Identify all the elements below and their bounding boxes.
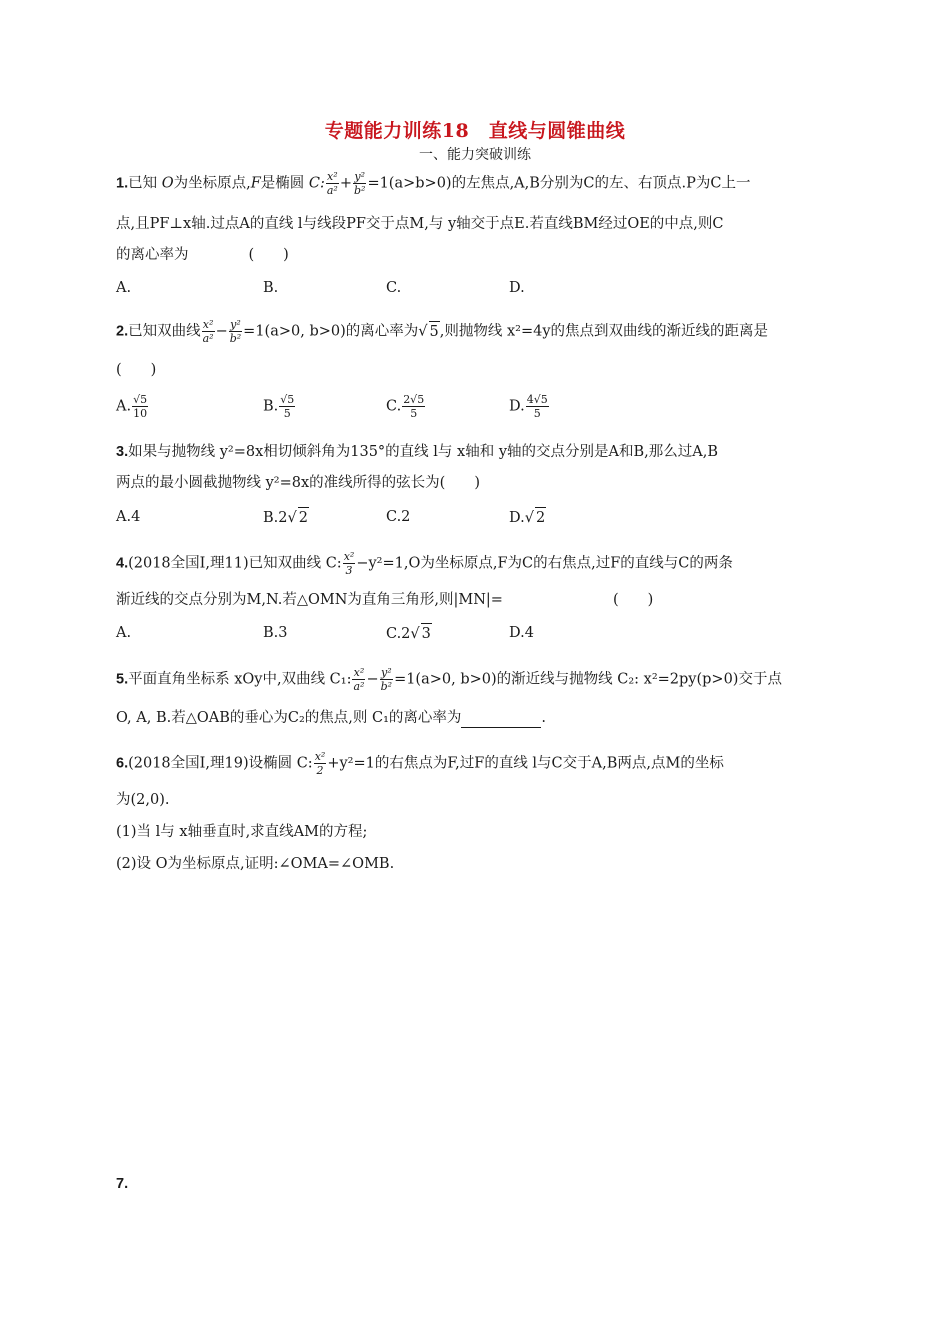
q4-line-2: 渐近线的交点分别为M,N.若△OMN为直角三角形,则|MN|= ( ) [116, 592, 654, 608]
q3-option-b: B.2√ 2 [263, 507, 309, 528]
q2-fraction-x: $\frac{\text{x²}}{\text{a²}}$ [202, 318, 214, 345]
q6-line-2: 为(2,0). [116, 792, 170, 808]
q4-option-b: B.3 [263, 625, 288, 641]
q3-option-d: D.√ 2 [509, 507, 546, 528]
q1-fraction-y: $\frac{\text{y²}}{\text{b²}}$ [353, 170, 366, 197]
q6-line-1: 6.(2018全国Ⅰ,理19)设椭圆 C: $\frac{\text{x²}}{2}$ +y²=1的右焦点为F,过F的直线 l与C交于A,B两点,点M的坐标 [116, 750, 724, 777]
q6-fraction: $\frac{\text{x²}}{2}$ [314, 750, 326, 777]
q1-fraction-x: $\frac{\text{x²}}{\text{a²}}$ [326, 170, 338, 197]
q1-option-c: C. [386, 280, 402, 296]
q5-number: 5. [116, 671, 129, 688]
q3-option-a: A.4 [116, 509, 141, 525]
page-title: 专题能力训练18 直线与圆锥曲线 [324, 120, 626, 142]
q3-number: 3. [116, 444, 129, 460]
q6-subquestion-1: (1)当 l与 x轴垂直时,求直线AM的方程; [116, 824, 368, 840]
q5-answer-blank[interactable] [461, 713, 541, 728]
q1-option-a: A. [116, 280, 132, 296]
q2-option-c: C. $\frac{2√5}{5}$ [386, 393, 425, 420]
q5-line-2: O, A, B.若△OAB的垂心为C₂的焦点,则 C₁的离心率为 . [116, 710, 547, 726]
q5-line-1: 5.平面直角坐标系 xOy中,双曲线 C₁: $\frac{\text{x²}}{\text{a²}}$ − $\frac{\text{y²}}{\text{b²}}$ =1(a>0, b>0)的渐近线与抛物线 C₂: x²=2py(p>0)交于点 [116, 666, 782, 693]
section-subtitle: 一、能力突破训练 [419, 147, 531, 163]
q6-subquestion-2: (2)设 O为坐标原点,证明:∠OMA=∠OMB. [116, 856, 395, 872]
q1-line-1: 1.已知 O为坐标原点,F是椭圆 C: $\frac{\text{x²}}{\text{a²}}$ + $\frac{\text{y²}}{\text{b²}}$ =1(a>b>0)的左焦点,A,B分别为C的左、右顶点.P为C上一 [116, 170, 751, 197]
q4-answer-paren: ( ) [612, 592, 654, 608]
q2-fraction-y: $\frac{\text{y²}}{\text{b²}}$ [229, 318, 242, 345]
q6-number: 6. [116, 755, 129, 772]
q1-line-3: 的离心率为 ( ) [116, 247, 289, 263]
q1-answer-paren: ( ) [248, 247, 289, 263]
q1-number: 1. [116, 175, 129, 192]
q4-number: 4. [116, 555, 129, 572]
q4-fraction: $\frac{\text{x²}}{3}$ [343, 550, 355, 577]
q2-number: 2. [116, 323, 129, 340]
q3-line-1: 3.如果与抛物线 y²=8x相切倾斜角为135°的直线 l与 x轴和 y轴的交点分别是A和B,那么过A,B [116, 444, 718, 460]
q2-sqrt-radicand: 5 [429, 321, 440, 342]
q4-line-1: 4.(2018全国Ⅰ,理11)已知双曲线 C: $\frac{\text{x²}}{3}$ −y²=1,O为坐标原点,F为C的右焦点,过F的直线与C的两条 [116, 550, 733, 577]
q2-answer-paren: ( ) [116, 362, 157, 378]
q2-option-d: D. $\frac{4√5}{5}$ [509, 393, 548, 420]
q1-option-d: D. [509, 280, 525, 296]
q1-line-2: 点,且PF⊥x轴.过点A的直线 l与线段PF交于点M,与 y轴交于点E.若直线BM经过OE的中点,则C [116, 216, 724, 232]
q1-option-b: B. [263, 280, 279, 296]
q2-option-b: B. $\frac{√5}{5}$ [263, 393, 295, 420]
q4-option-c: C.2√ 3 [386, 623, 432, 644]
q5-fraction-x: $\frac{\text{x²}}{\text{a²}}$ [353, 666, 365, 693]
q2-option-a: A. $\frac{√5}{10}$ [116, 393, 148, 420]
q2-line-1: 2.已知双曲线 $\frac{\text{x²}}{\text{a²}}$ − $\frac{\text{y²}}{\text{b²}}$ =1(a>0, b>0)的离心率为√ 5,则抛物线 x²=4y的焦点到双曲线的渐近线的距离是 [116, 318, 769, 345]
q4-option-d: D.4 [509, 625, 534, 641]
q4-option-a: A. [116, 625, 132, 641]
q3-line-2: 两点的最小圆截抛物线 y²=8x的准线所得的弦长为( ) [116, 475, 480, 491]
q3-option-c: C.2 [386, 509, 411, 525]
q5-fraction-y: $\frac{\text{y²}}{\text{b²}}$ [380, 666, 393, 693]
q7-number: 7. [116, 1176, 129, 1192]
